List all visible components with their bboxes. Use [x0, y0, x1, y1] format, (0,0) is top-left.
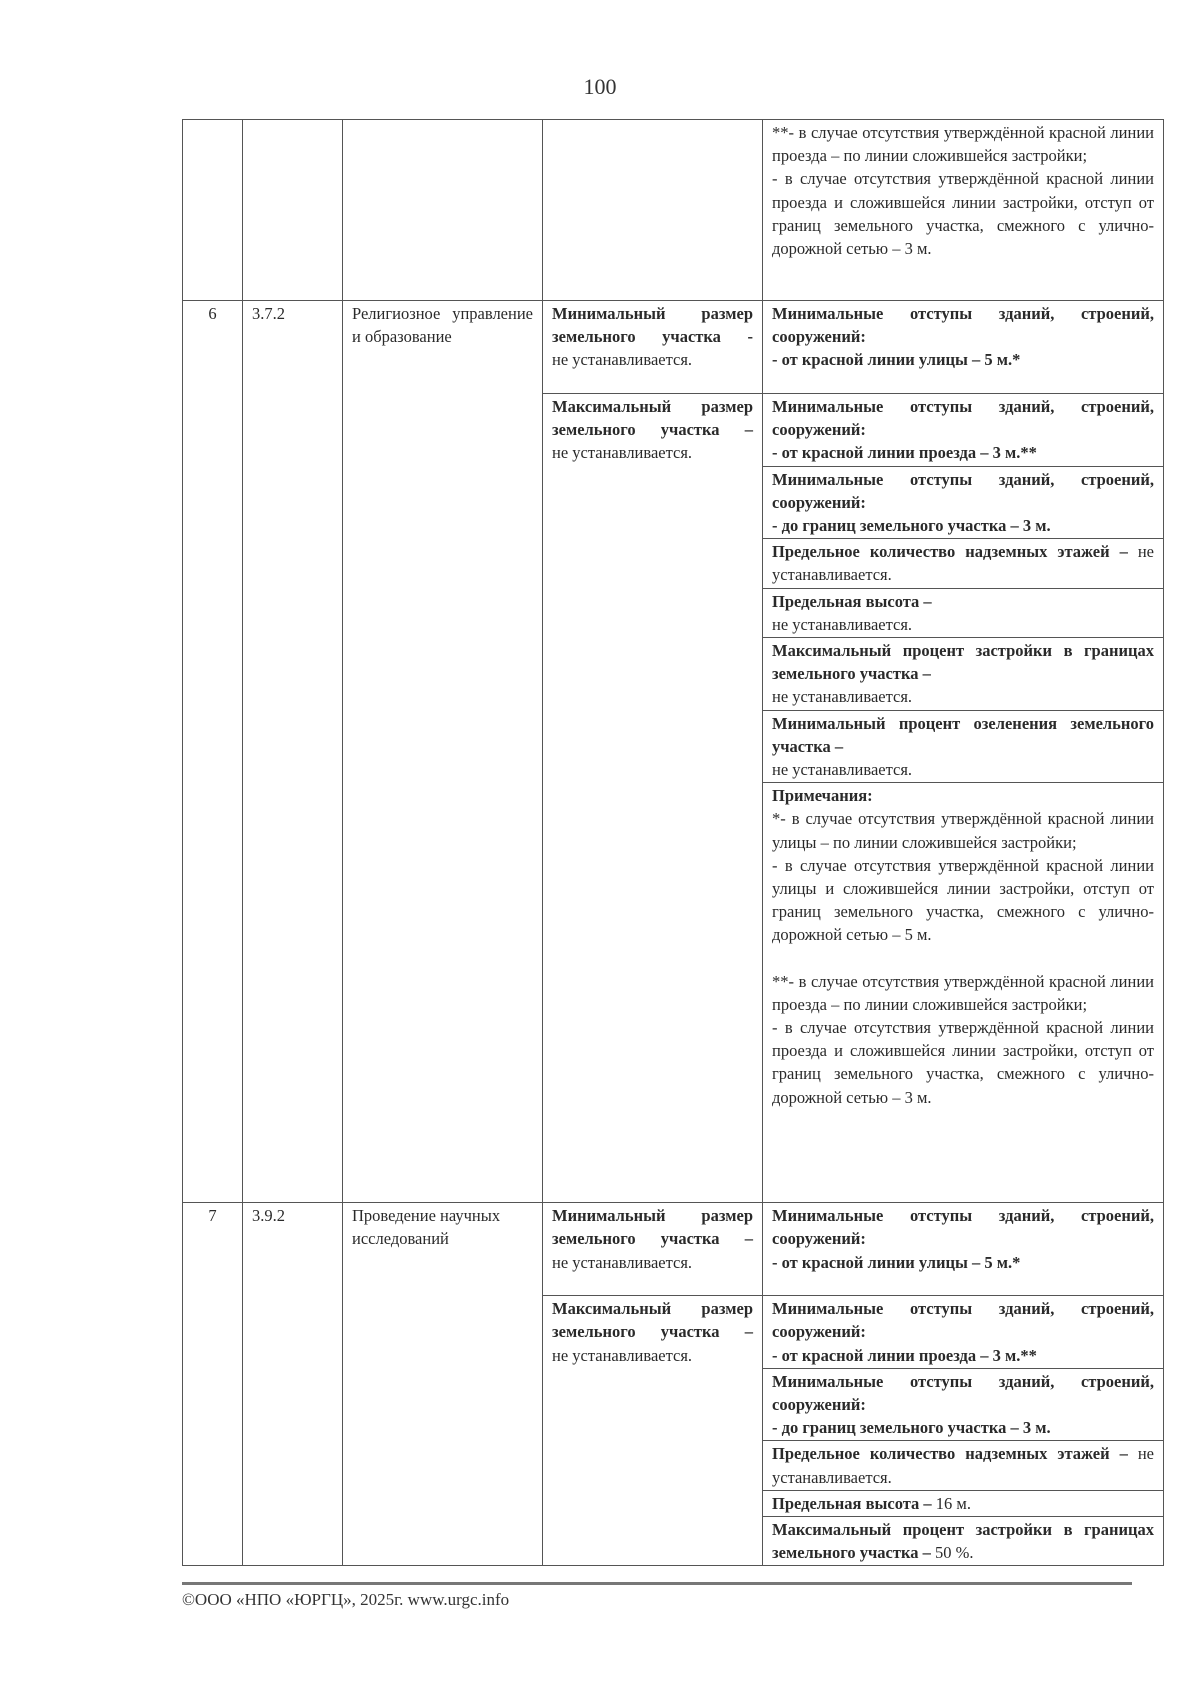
min-size-title: Минимальный размер земельного участка -: [552, 304, 753, 347]
param-title: Минимальные отступы зданий, строений, сооружений:: [772, 469, 1154, 512]
param-value: 50 %.: [934, 1543, 974, 1563]
param-title: Минимальные отступы зданий, строений, сооружений:: [772, 304, 1154, 347]
param-cell: [763, 394, 1164, 467]
param-value: - от красной линии проезда – 3 м.**: [772, 1345, 1037, 1365]
param-value: не устанавливается.: [772, 1444, 1154, 1487]
param-cell: [763, 1203, 1164, 1296]
param-cell: [763, 638, 1164, 711]
note-line: - в случае отсутствия утверждённой красной линии проезда и сложившейся линии застройки, отступ от границ земельного участка, смежного с улично-дорожной сетью – 3 м.: [772, 169, 1154, 259]
max-size-title: Максимальный размер земельного участка –: [552, 1299, 753, 1342]
cell-empty: [343, 120, 543, 301]
page-number: 100: [583, 74, 617, 99]
param-cell: [763, 1296, 1164, 1369]
param-title: Минимальный процент озеленения земельного участка –: [772, 713, 1154, 756]
note-line: - в случае отсутствия утверждённой красной линии проезда и сложившейся линии застройки, отступ от границ земельного участка, смежного с улично-дорожной сетью – 3 м.: [772, 1018, 1154, 1107]
min-size-title: Минимальный размер земельного участка –: [552, 1206, 753, 1249]
min-size-cell: [543, 1203, 763, 1296]
cell-empty: [183, 120, 243, 301]
param-title: Минимальные отступы зданий, строений, сооружений:: [772, 397, 1154, 440]
note-line: **- в случае отсутствия утверждённой красной линии проезда – по линии сложившейся застройки;: [772, 123, 1154, 166]
row-number: 6: [183, 301, 243, 1203]
note-line: *- в случае отсутствия утверждённой красной линии улицы – по линии сложившейся застройки;: [772, 809, 1154, 852]
regulations-table: [182, 119, 1164, 1566]
cell-empty: [243, 120, 343, 301]
param-cell: [763, 1490, 1164, 1516]
table-row-continuation: [183, 120, 1164, 301]
max-size-value: не устанавливается.: [552, 1345, 693, 1365]
param-value: - до границ земельного участка – 3 м.: [772, 516, 1051, 536]
param-title: Минимальные отступы зданий, строений, сооружений:: [772, 1299, 1154, 1342]
param-cell: [763, 1441, 1164, 1490]
param-cell: [763, 1517, 1164, 1566]
param-value: не устанавливается.: [772, 542, 1154, 585]
max-size-cell: [543, 1296, 763, 1566]
row-name: Проведение научных исследований: [343, 1203, 543, 1566]
row-number: 7: [183, 1203, 243, 1566]
blank-line: [772, 947, 1154, 970]
param-cell: [763, 710, 1164, 783]
param-title: Максимальный процент застройки в границах земельного участка –: [772, 1520, 1154, 1563]
row-code: 3.7.2: [243, 301, 343, 1203]
param-value: - до границ земельного участка – 3 м.: [772, 1418, 1051, 1438]
param-value: не устанавливается.: [772, 687, 913, 707]
min-size-cell: [543, 301, 763, 394]
param-title: Предельное количество надземных этажей –: [772, 1444, 1128, 1464]
param-value: 16 м.: [935, 1493, 971, 1513]
table-row: [183, 301, 1164, 394]
param-value: - от красной линии улицы – 5 м.*: [772, 1252, 1021, 1272]
max-size-cell: [543, 394, 763, 1203]
param-cell: [763, 539, 1164, 588]
param-title: Максимальный процент застройки в границах земельного участка –: [772, 641, 1154, 684]
notes-continuation: [763, 120, 1164, 301]
param-cell: [763, 1368, 1164, 1441]
footer-divider: [182, 1582, 1132, 1585]
param-value: не устанавливается.: [772, 614, 913, 634]
param-title: Минимальные отступы зданий, строений, сооружений:: [772, 1206, 1154, 1249]
param-cell: [763, 588, 1164, 637]
param-value: не устанавливается.: [772, 760, 913, 780]
footer-copyright: ©ООО «НПО «ЮРГЦ», 2025г. www.urgc.info: [182, 1590, 510, 1609]
cell-empty: [543, 120, 763, 301]
param-title: Минимальные отступы зданий, строений, сооружений:: [772, 1371, 1154, 1415]
param-value: - от красной линии улицы – 5 м.*: [772, 350, 1021, 370]
param-cell: [763, 301, 1164, 394]
row-name: Религиозное управление и образование: [343, 301, 543, 1203]
param-value: - от красной линии проезда – 3 м.**: [772, 443, 1037, 463]
row-code: 3.9.2: [243, 1203, 343, 1566]
note-line: - в случае отсутствия утверждённой красной линии улицы и сложившейся линии застройки, отступ от границ земельного участка, смежного с улично-дорожной сетью – 5 м.: [772, 855, 1154, 945]
notes-title: Примечания:: [772, 786, 873, 806]
param-title: Предельная высота –: [772, 1493, 932, 1513]
min-size-value: не устанавливается.: [552, 350, 693, 370]
max-size-title: Максимальный размер земельного участка –: [552, 397, 753, 440]
param-title: Предельная высота –: [772, 591, 932, 611]
param-cell: [763, 466, 1164, 539]
max-size-value: не устанавливается.: [552, 443, 693, 463]
note-line: **- в случае отсутствия утверждённой красной линии проезда – по линии сложившейся застройки;: [772, 971, 1154, 1014]
notes-cell: [763, 783, 1164, 1203]
table-row: [183, 1203, 1164, 1296]
param-title: Предельное количество надземных этажей –: [772, 542, 1128, 562]
min-size-value: не устанавливается.: [552, 1252, 693, 1272]
